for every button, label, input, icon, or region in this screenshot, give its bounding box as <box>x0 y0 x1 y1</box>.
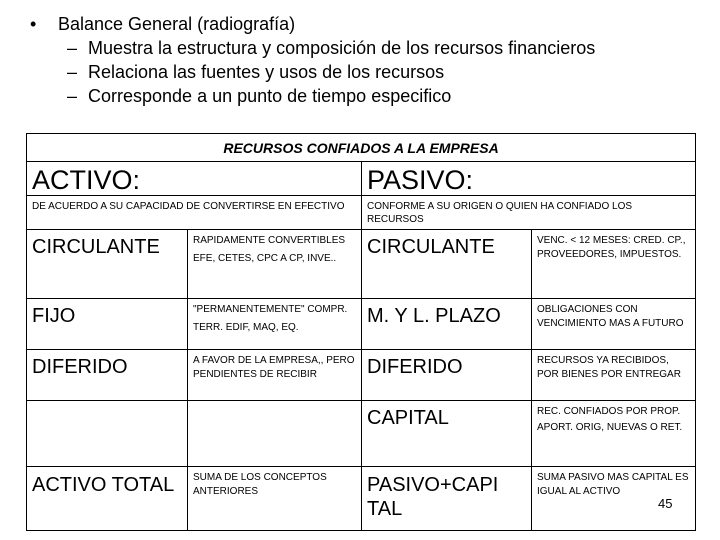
bullet-main-text: Balance General (radiografía) <box>58 14 296 34</box>
sub-bullet <box>30 60 595 84</box>
activo-fijo-label: FIJO <box>27 299 188 350</box>
sub-bullet <box>30 84 595 108</box>
pasivo-circulante-desc: VENC. < 12 MESES: CRED. CP., PROVEEDORES, IMPUESTOS. <box>532 230 696 299</box>
pasivo-capital-label: CAPITAL <box>362 401 532 467</box>
desc-line: RAPIDAMENTE CONVERTIBLES <box>193 235 346 246</box>
activo-circulante-label: CIRCULANTE <box>27 230 188 299</box>
empty-cell <box>27 401 188 467</box>
pasivo-title: PASIVO: <box>362 162 696 196</box>
page-number: 45 <box>658 496 673 511</box>
sub-bullet <box>30 36 595 60</box>
desc-line: EFE, CETES, CPC A CP, INVE.. <box>193 253 337 264</box>
dash-icon: – <box>67 62 78 82</box>
pasivo-capital-desc <box>532 401 696 467</box>
dash-icon: – <box>67 38 78 58</box>
pasivo-mlplazo-label: M. Y L. PLAZO <box>362 299 532 350</box>
activo-total-desc: SUMA DE LOS CONCEPTOS ANTERIORES <box>188 467 362 531</box>
dash-icon: – <box>67 86 78 106</box>
balance-table <box>26 133 696 531</box>
pasivo-description: CONFORME A SU ORIGEN O QUIEN HA CONFIADO LOS RECURSOS <box>362 196 696 230</box>
pasivo-capital-total-desc: SUMA PASIVO MAS CAPITAL ES IGUAL AL ACTIVO <box>532 467 696 531</box>
pasivo-mlplazo-desc: OBLIGACIONES CON VENCIMIENTO MAS A FUTURO <box>532 299 696 350</box>
sub-bullet-text: Relaciona las fuentes y usos de los recursos <box>88 62 445 82</box>
pasivo-capital-total-label: PASIVO+CAPI TAL <box>362 467 532 531</box>
desc-line: TERR. EDIF, MAQ, EQ. <box>193 322 299 333</box>
activo-diferido-desc: A FAVOR DE LA EMPRESA,, PERO PENDIENTES DE RECIBIR <box>188 350 362 401</box>
sub-bullet-text: Muestra la estructura y composición de los recursos financieros <box>88 38 596 58</box>
activo-circulante-desc <box>188 230 362 299</box>
activo-fijo-desc <box>188 299 362 350</box>
bullet-dot-icon: • <box>30 14 37 34</box>
pasivo-circulante-label: CIRCULANTE <box>362 230 532 299</box>
pasivo-diferido-label: DIFERIDO <box>362 350 532 401</box>
desc-line: REC. CONFIADOS POR PROP. <box>537 406 681 417</box>
activo-description: DE ACUERDO A SU CAPACIDAD DE CONVERTIRSE EN EFECTIVO <box>27 196 362 230</box>
desc-line: APORT. ORIG, NUEVAS O RET. <box>537 422 683 433</box>
pasivo-diferido-desc: RECURSOS YA RECIBIDOS, POR BIENES POR ENTREGAR <box>532 350 696 401</box>
activo-diferido-label: DIFERIDO <box>27 350 188 401</box>
activo-total-label: ACTIVO TOTAL <box>27 467 188 531</box>
desc-line: "PERMANENTEMENTE" COMPR. <box>193 304 348 315</box>
table-header: RECURSOS CONFIADOS A LA EMPRESA <box>27 134 696 162</box>
empty-cell <box>188 401 362 467</box>
bullet-list <box>30 12 595 108</box>
sub-bullet-text: Corresponde a un punto de tiempo especifico <box>88 86 452 106</box>
bullet-main <box>30 12 595 36</box>
activo-title: ACTIVO: <box>27 162 362 196</box>
